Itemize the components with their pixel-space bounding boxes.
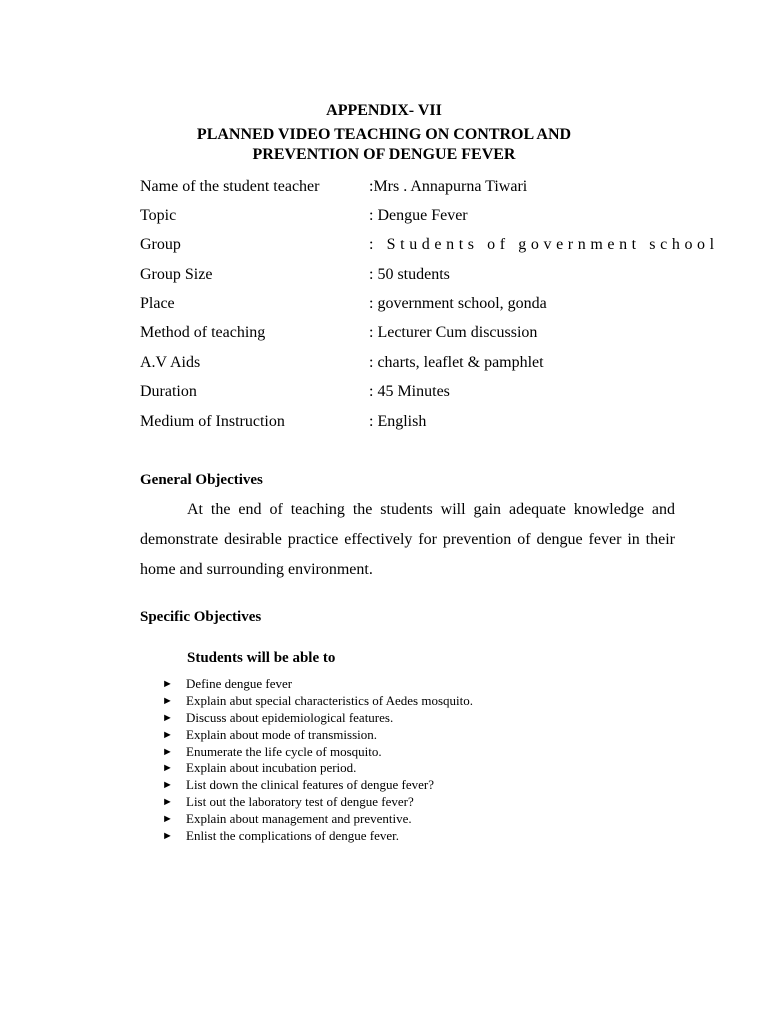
objective-text: Explain abut special characteristics of Aedes mosquito. xyxy=(186,692,473,708)
page-title-line-2: PREVENTION OF DENGUE FEVER xyxy=(252,146,516,163)
info-row xyxy=(140,264,740,286)
arrow-bullet-icon: ► xyxy=(162,728,173,741)
info-value: : Students of government school xyxy=(369,236,719,253)
arrow-bullet-icon: ► xyxy=(162,796,173,809)
info-label: Place xyxy=(140,295,175,312)
arrow-bullet-icon: ► xyxy=(162,813,173,826)
info-value: : English xyxy=(369,413,427,430)
arrow-bullet-icon: ► xyxy=(162,694,173,707)
info-row xyxy=(140,176,740,198)
info-row xyxy=(140,352,740,374)
info-label: A.V Aids xyxy=(140,354,201,371)
page-title-line-1: PLANNED VIDEO TEACHING ON CONTROL AND xyxy=(196,126,572,143)
objective-text: Explain about mode of transmission. xyxy=(186,726,378,742)
objective-text: List out the laboratory test of dengue fever? xyxy=(186,794,414,810)
info-label: Name of the student teacher xyxy=(140,178,320,195)
objective-text: Enumerate the life cycle of mosquito. xyxy=(186,743,382,759)
info-value: : Lecturer Cum discussion xyxy=(369,324,538,341)
info-label: Group xyxy=(140,236,181,253)
info-row xyxy=(140,411,740,433)
info-value: : 50 students xyxy=(369,266,450,283)
specific-objectives-heading: Specific Objectives xyxy=(140,609,262,625)
arrow-bullet-icon: ► xyxy=(162,779,173,792)
objective-text: Enlist the complications of dengue fever. xyxy=(186,828,399,844)
arrow-bullet-icon: ► xyxy=(162,745,173,758)
info-label: Medium of Instruction xyxy=(140,413,285,430)
info-row xyxy=(140,205,740,227)
info-value: : charts, leaflet & pamphlet xyxy=(369,354,544,371)
info-row xyxy=(140,322,740,344)
info-value: : government school, gonda xyxy=(369,295,547,312)
general-objectives-text: At the end of teaching the students will gain adequate knowledge and demonstrate desirable practice effectively for prevention of dengue fever in their home and surrounding environment. xyxy=(140,501,675,578)
info-label: Method of teaching xyxy=(140,324,266,341)
arrow-bullet-icon: ► xyxy=(162,711,173,724)
objective-text: Define dengue fever xyxy=(186,676,293,691)
arrow-bullet-icon: ► xyxy=(162,678,173,690)
info-value: : Dengue Fever xyxy=(369,207,468,224)
info-row xyxy=(140,381,740,403)
info-row xyxy=(140,293,740,315)
info-row xyxy=(140,234,740,256)
arrow-bullet-icon: ► xyxy=(162,762,173,775)
objective-text: Explain about incubation period. xyxy=(186,760,357,776)
info-label: Group Size xyxy=(140,266,213,283)
info-label: Topic xyxy=(140,207,177,224)
general-objectives-heading: General Objectives xyxy=(140,472,263,488)
objective-text: List down the clinical features of dengue fever? xyxy=(186,777,434,793)
objective-text: Explain about management and preventive. xyxy=(186,811,412,827)
arrow-bullet-icon: ► xyxy=(162,830,173,843)
info-label: Duration xyxy=(140,383,197,400)
info-value: :Mrs . Annapurna Tiwari xyxy=(369,178,528,195)
objective-text: Discuss about epidemiological features. xyxy=(186,709,394,725)
appendix-label: APPENDIX- VII xyxy=(326,102,442,119)
info-value: : 45 Minutes xyxy=(369,383,450,400)
specific-objectives-intro: Students will be able to xyxy=(187,650,336,666)
